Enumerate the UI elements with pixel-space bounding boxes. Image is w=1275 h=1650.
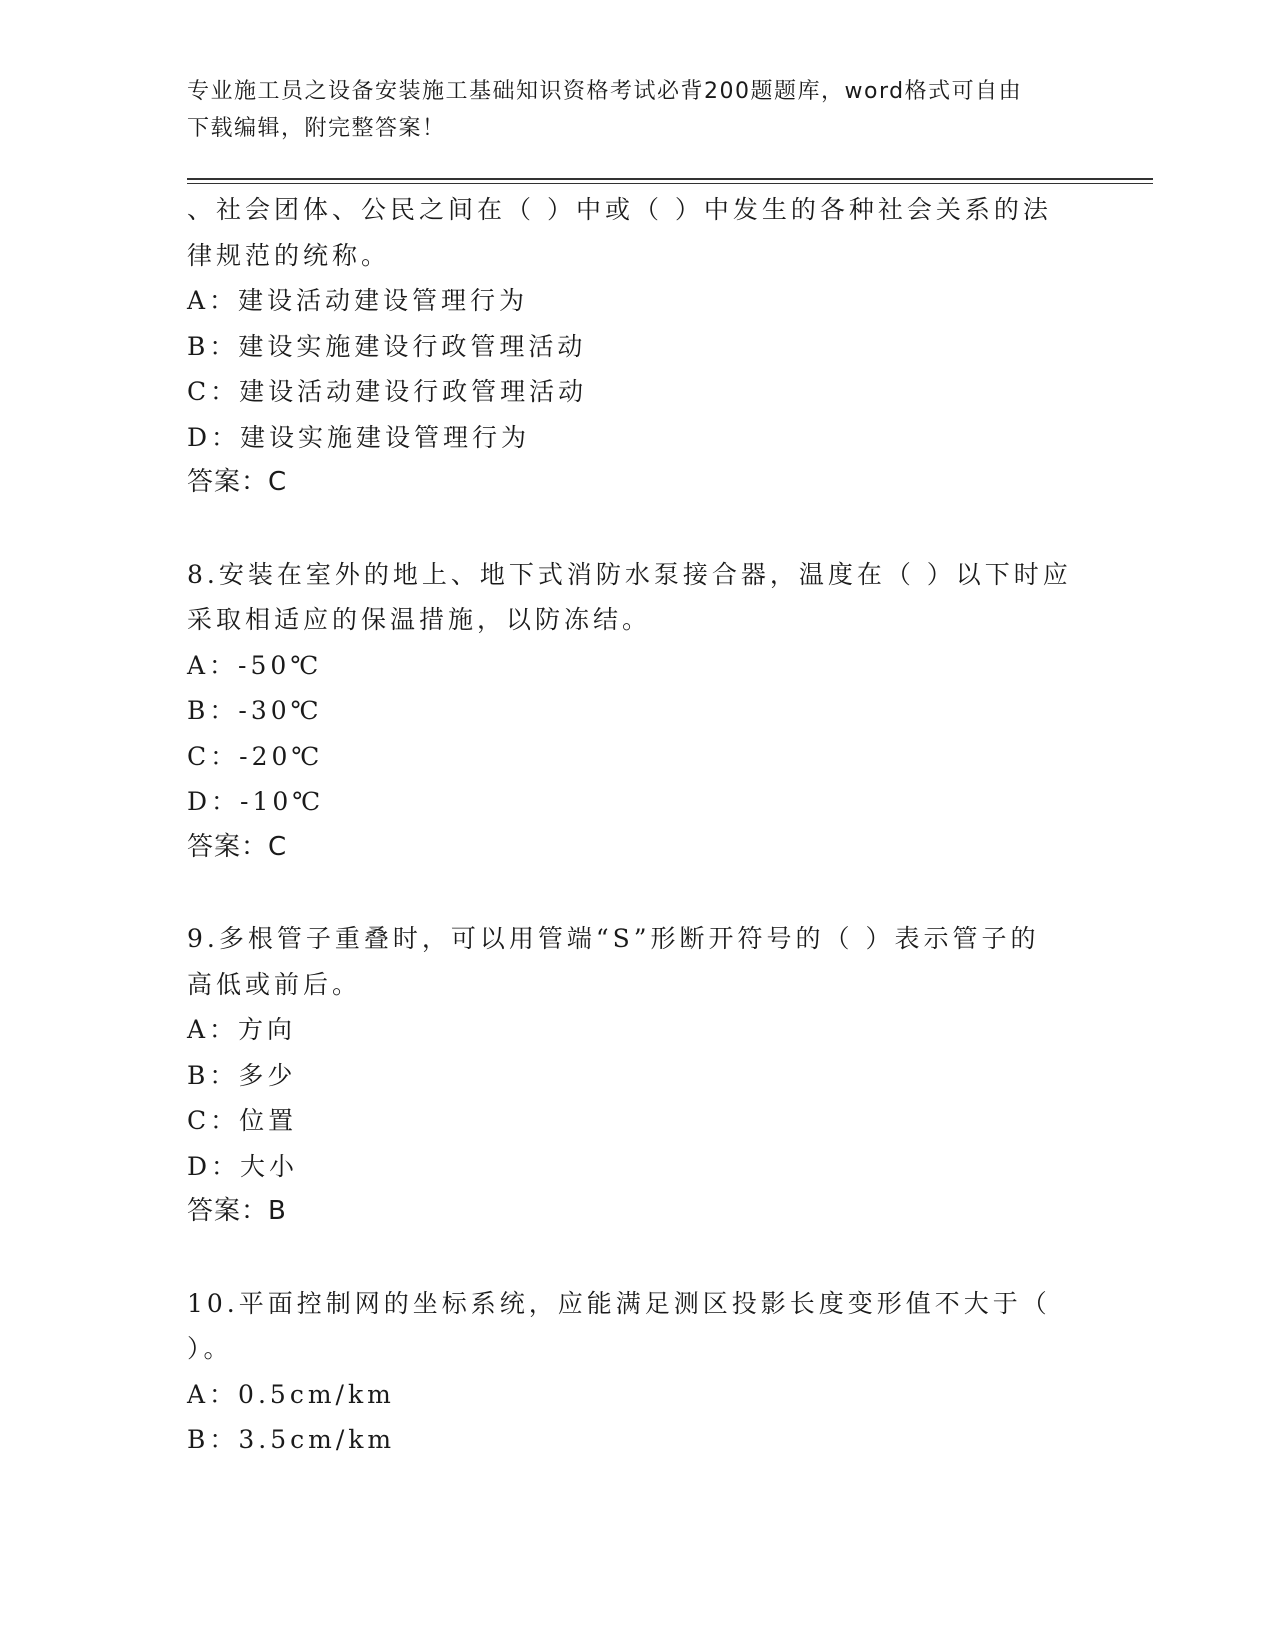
answer: 答案：B [187,1196,287,1226]
question-10 [187,1281,1087,1463]
header-line-2: 下载编辑，附完整答案！ [187,116,446,141]
question-stem-line: 高低或前后。 [187,969,362,999]
header-divider-thin [187,183,1153,184]
question-spacer [187,1235,1087,1281]
option-a: A：0.5cm/km [187,1379,395,1409]
question-stem-line: 10.平面控制网的坐标系统，应能满足测区投影长度变形值不大于（ [187,1288,1051,1318]
option-b: B：3.5cm/km [187,1425,396,1454]
document-header [187,73,1067,147]
option-b: B：-30℃ [187,696,323,725]
header-divider-thick [187,178,1153,180]
question-spacer [187,506,1087,552]
question-stem-line: 8.安装在室外的地上、地下式消防水泵接合器，温度在（ ）以下时应 [187,559,1072,589]
question-stem-line: 采取相适应的保温措施，以防冻结。 [187,605,652,634]
option-c: C：建设活动建设行政管理活动 [187,377,588,406]
option-d: D：建设实施建设管理行为 [187,422,531,452]
question-8 [187,552,1087,871]
question-spacer [187,870,1087,916]
answer: 答案：C [187,467,288,497]
question-stem-line: 律规范的统称。 [187,240,391,270]
option-d: D：大小 [187,1151,299,1181]
answer: 答案：C [187,831,288,862]
option-d: D：-10℃ [187,787,325,816]
header-line-1: 专业施工员之设备安装施工基础知识资格考试必背200题题库，word格式可自由 [187,79,1023,104]
option-c: C：位置 [187,1106,298,1135]
question-9 [187,916,1087,1235]
option-b: B：建设实施建设行政管理活动 [187,331,587,361]
option-c: C：-20℃ [187,741,324,771]
option-a: A：-50℃ [187,650,323,680]
option-b: B：多少 [187,1060,297,1090]
question-7 [187,187,1087,506]
question-stem-line: ）。 [187,1334,233,1363]
question-list [187,187,1087,1463]
option-a: A：建设活动建设管理行为 [187,286,529,315]
question-stem-line: 、社会团体、公民之间在（ ）中或（ ）中发生的各种社会关系的法 [187,195,1052,224]
question-stem-line: 9.多根管子重叠时，可以用管端“S”形断开符号的（ ）表示管子的 [187,924,1040,953]
option-a: A：方向 [187,1015,297,1044]
